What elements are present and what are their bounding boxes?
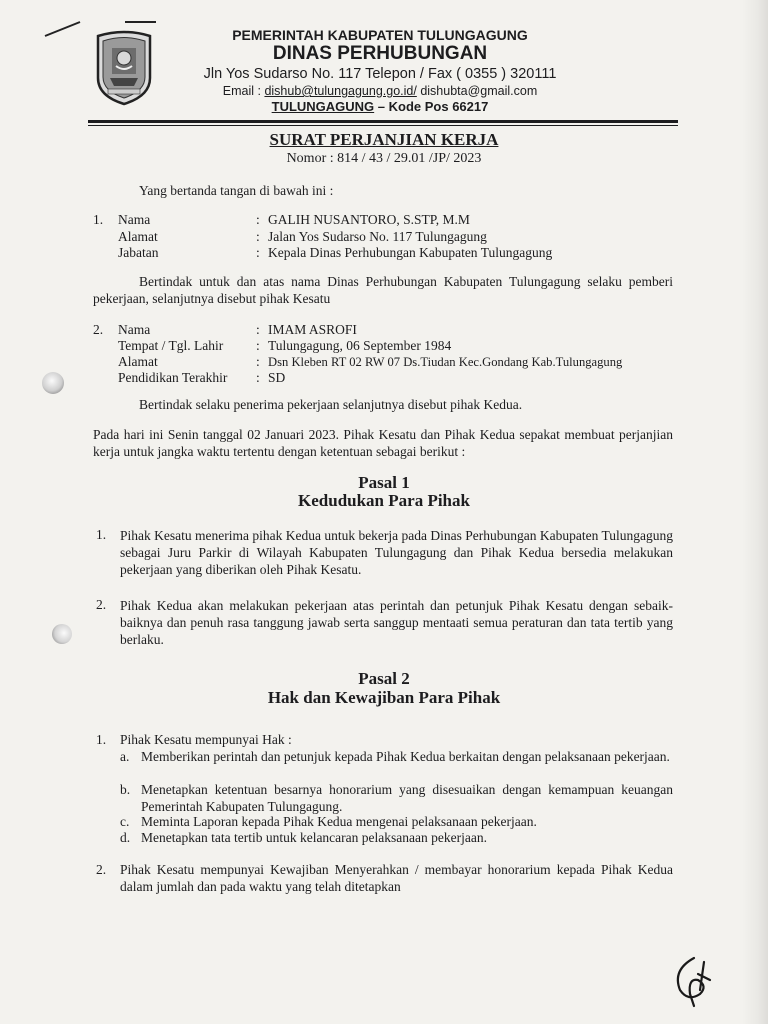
party2-value-nama: IMAM ASROFI [268,322,357,337]
pasal1-item1-number: 1. [96,527,107,542]
party2-value-alamat: Dsn Kleben RT 02 RW 07 Ds.Tiudan Kec.Gondang Kab.Tulungagung [268,355,623,369]
party1-value-nama: GALIH NUSANTORO, S.STP, M.M [268,212,470,227]
city-text: TULUNGAGUNG [271,99,375,114]
party1-label-jabatan: Jabatan [118,245,159,260]
party2-label-alamat: Alamat [118,354,158,369]
email-label: Email : [222,84,261,98]
agreement-intro: Pada hari ini Senin tanggal 02 Januari 2023. Pihak Kesatu dan Pihak Kedua sepakat membuat perjanjian kerja untuk jangka waktu tertentu dengan ketentuan sebagai berikut : [93,427,673,459]
email-link-2[interactable]: dishubta@gmail.com [420,84,538,98]
party1-value-jabatan: Kepala Dinas Perhubungan Kabupaten Tulungagung [268,245,553,260]
pasal2-sub-d-letter: d. [120,830,131,845]
pasal1-item2-text: Pihak Kedua akan melakukan pekerjaan atas perintah dan petunjuk Pihak Kesatu dengan sebaik-baiknya dan penuh rasa tanggung jawab serta sanggup mentaati semua peraturan dan tata tertib yang berlaku. [120,598,673,647]
pasal2-sub-b-letter: b. [120,782,131,797]
pasal2-item1-number: 1. [96,732,107,747]
party1-label-alamat: Alamat [118,229,158,244]
party2-value-ttl: Tulungagung, 06 September 1984 [268,338,452,353]
pasal2-sub-d-text: Menetapkan tata tertib untuk kelancaran pelaksanaan pekerjaan. [141,830,487,845]
colon: : [256,354,260,369]
pasal1-item2-number: 2. [96,597,107,612]
party2-role-text: Bertindak selaku penerima pekerjaan selanjutnya disebut pihak Kedua. [139,397,523,412]
letterhead-government: PEMERINTAH KABUPATEN TULUNGAGUNG [232,27,528,43]
party1-label-nama: Nama [118,212,151,227]
party2-label-ttl: Tempat / Tgl. Lahir [118,338,224,353]
document-title: SURAT PERJANJIAN KERJA [269,130,499,149]
letterhead-email [180,84,580,98]
pasal2-sub-c-text: Meminta Laporan kepada Pihak Kedua mengenai pelaksanaan pekerjaan. [141,814,537,829]
colon: : [256,212,260,227]
colon: : [256,322,260,337]
pasal1-subtitle: Kedudukan Para Pihak [298,491,470,510]
party2-label-pendidikan: Pendidikan Terakhir [118,370,228,385]
pasal1-title: Pasal 1 [358,473,410,492]
punch-hole-top [42,372,64,394]
pasal2-title: Pasal 2 [358,669,410,688]
pasal2-sub-a-text: Memberikan perintah dan petunjuk kepada Pihak Kedua berkaitan dengan pelaksanaan pekerjaan. [141,749,670,764]
document-number: Nomor : 814 / 43 / 29.01 /JP/ 2023 [286,151,482,166]
pasal2-sub-b-text: Menetapkan ketentuan besarnya honorarium yang disesuaikan dengan kemampuan keuangan Pemerintah Kabupaten Tulungagung. [141,782,673,814]
party1-number: 1. [93,212,104,227]
party1-value-alamat: Jalan Yos Sudarso No. 117 Tulungagung [268,229,487,244]
regency-emblem-logo [94,30,154,106]
postcode-text: – Kode Pos 66217 [377,99,489,114]
party1-role-text: Bertindak untuk dan atas nama Dinas Perhubungan Kabupaten Tulungagung selaku pemberi pekerjaan, selanjutnya disebut pihak Kesatu [93,274,673,306]
colon: : [256,245,260,260]
colon: : [256,338,260,353]
pasal2-sub-c-letter: c. [120,814,130,829]
pasal1-item1-text: Pihak Kesatu menerima pihak Kedua untuk bekerja pada Dinas Perhubungan Kabupaten Tulungagung sebagai Juru Parkir di Wilayah Kabupaten Tulungagung dan Pihak Kedua bersedia melakukan pekerjaan yang diberikan oleh Pihak Kesatu. [120,528,673,577]
colon: : [256,229,260,244]
letterhead-city [180,99,580,114]
letterhead-agency: DINAS PERHUBUNGAN [272,43,488,64]
letterhead-rule-thin [88,125,678,126]
punch-hole-bottom [52,624,72,644]
letterhead-rule [88,120,678,123]
pasal2-sub-a-letter: a. [120,749,130,764]
pasal2-item1-intro: Pihak Kesatu mempunyai Hak : [120,732,292,747]
pasal2-subtitle: Hak dan Kewajiban Para Pihak [267,688,501,707]
party2-label-nama: Nama [118,322,151,337]
initial-signature [664,950,724,1010]
email-link-1[interactable]: dishub@tulungagung.go.id/ [264,84,417,98]
party2-value-pendidikan: SD [268,370,286,385]
letterhead-address: Jln Yos Sudarso No. 117 Telepon / Fax ( 0355 ) 320111 [203,66,557,82]
colon: : [256,370,260,385]
intro-text: Yang bertanda tangan di bawah ini : [139,183,334,198]
pasal2-item2-text: Pihak Kesatu mempunyai Kewajiban Menyerahkan / membayar honorarium kepada Pihak Kedua dalam jumlah dan pada waktu yang telah ditetapkan [120,862,673,894]
pasal2-item2-number: 2. [96,862,107,877]
party2-number: 2. [93,322,104,337]
